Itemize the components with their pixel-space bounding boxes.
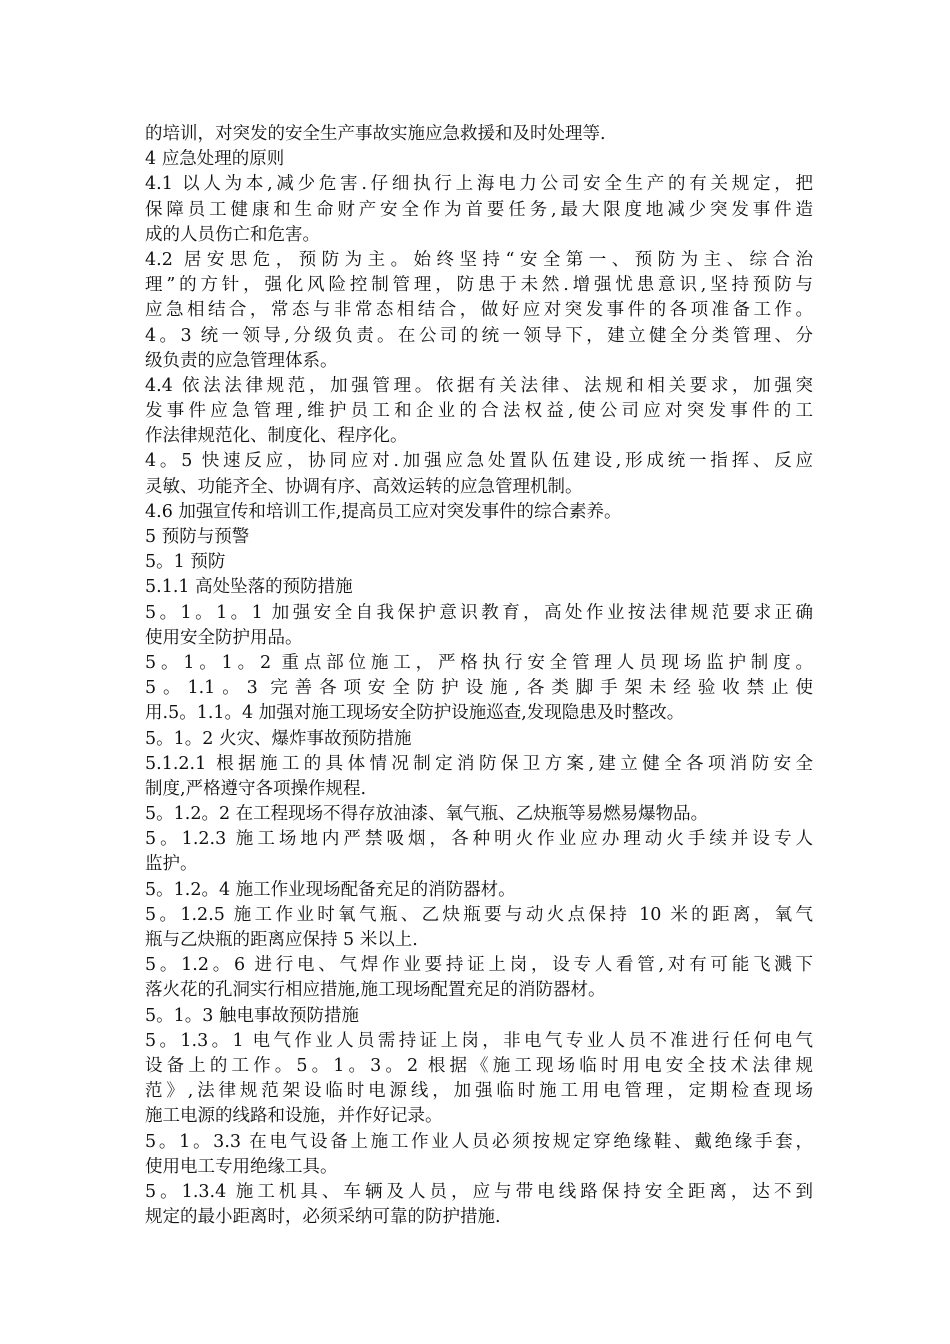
text-line: 4.6 加强宣传和培训工作,提高员工应对突发事件的综合素养。	[145, 501, 622, 522]
text-line: 理”的方针，强化风险控制管理，防患于未然.增强忧患意识,坚持预防与	[145, 275, 813, 296]
text-line: 监护。	[145, 854, 198, 875]
text-line: 4.2 居安思危，预防为主。始终坚持“安全第一、预防为主、综合治	[145, 249, 813, 270]
text-line: 应急相结合，常态与非常态相结合，做好应对突发事件的各项准备工作。	[145, 300, 813, 321]
text-line: 4 应急处理的原则	[145, 149, 285, 170]
text-line: 5。1 预防	[145, 552, 226, 573]
text-line: 作法律规范化、制度化、程序化。	[145, 426, 408, 447]
text-line: 5。1.2。6 进行电、气焊作业要持证上岗，设专人看管,对有可能飞溅下	[145, 955, 813, 976]
text-line: 发事件应急管理,维护员工和企业的合法权益,使公司应对突发事件的工	[145, 401, 813, 422]
text-line: 施工电源的线路和设施，并作好记录。	[145, 1106, 443, 1127]
text-line: 级负责的应急管理体系。	[145, 350, 338, 371]
text-line: 5。1.2。4 施工作业现场配备充足的消防器材。	[145, 879, 516, 900]
text-line: 使用电工专用绝缘工具。	[145, 1156, 338, 1177]
text-line: 保障员工健康和生命财产安全作为首要任务,最大限度地减少突发事件造	[145, 199, 813, 220]
text-line: 落火花的孔洞实行相应措施,施工现场配置充足的消防器材。	[145, 980, 606, 1001]
text-line: 范》,法律规范架设临时电源线，加强临时施工用电管理，定期检查现场	[145, 1081, 813, 1102]
text-line: 灵敏、功能齐全、协调有序、高效运转的应急管理机制。	[145, 476, 583, 497]
text-line: 5。1.2.3 施工场地内严禁吸烟，各种明火作业应办理动火手续并设专人	[145, 829, 813, 850]
text-line: 5。1。1。2 重点部位施工，严格执行安全管理人员现场监护制度。	[145, 652, 813, 673]
text-line: 5。1。3 触电事故预防措施	[145, 1005, 359, 1026]
text-line: 制度,严格遵守各项操作规程.	[145, 778, 367, 799]
text-line: 4.1 以人为本,减少危害.仔细执行上海电力公司安全生产的有关规定，把	[145, 174, 813, 195]
text-line: 5。1.2.5 施工作业时氧气瓶、乙炔瓶要与动火点保持 10 米的距离，氧气	[145, 904, 813, 925]
text-line: 使用安全防护用品。	[145, 627, 303, 648]
text-line: 4。3 统一领导,分级负责。在公司的统一领导下，建立健全分类管理、分	[145, 325, 813, 346]
text-line: 4。5 快速反应，协同应对.加强应急处置队伍建设,形成统一指挥、反应	[145, 451, 813, 472]
text-line: 规定的最小距离时，必须采纳可靠的防护措施.	[145, 1207, 501, 1228]
text-line: 5。1.3。1 电气作业人员需持证上岗，非电气专业人员不准进行任何电气	[145, 1030, 813, 1051]
text-line: 用.5。1.1。4 加强对施工现场安全防护设施巡查,发现隐患及时整改。	[145, 703, 685, 724]
document-body	[145, 122, 813, 1230]
text-line: 5。1.1。3 完善各项安全防护设施,各类脚手架未经验收禁止使	[145, 678, 813, 699]
text-line: 5.1.2.1 根据施工的具体情况制定消防保卫方案,建立健全各项消防安全	[145, 753, 813, 774]
text-line: 5。1。1。1 加强安全自我保护意识教育，高处作业按法律规范要求正确	[145, 602, 813, 623]
text-line: 5。1.3.4 施工机具、车辆及人员，应与带电线路保持安全距离，达不到	[145, 1181, 813, 1202]
text-line: 5。1。3.3 在电气设备上施工作业人员必须按规定穿绝缘鞋、戴绝缘手套，	[145, 1131, 813, 1152]
text-line: 成的人员伤亡和危害。	[145, 224, 320, 245]
text-line: 5.1.1 高处坠落的预防措施	[145, 577, 353, 598]
text-line: 设备上的工作。5。1。3。2 根据《施工现场临时用电安全技术法律规	[145, 1055, 813, 1076]
text-line: 5。1。2 火灾、爆炸事故预防措施	[145, 728, 412, 749]
text-line: 5 预防与预警	[145, 527, 250, 547]
text-line: 瓶与乙炔瓶的距离应保持 5 米以上.	[145, 930, 418, 950]
text-line: 4.4 依法法律规范，加强管理。依据有关法律、法规和相关要求，加强突	[145, 375, 813, 396]
text-line: 5。1.2。2 在工程现场不得存放油漆、氧气瓶、乙炔瓶等易燃易爆物品。	[145, 804, 709, 825]
text-line: 的培训，对突发的安全生产事故实施应急救援和及时处理等.	[145, 124, 606, 144]
